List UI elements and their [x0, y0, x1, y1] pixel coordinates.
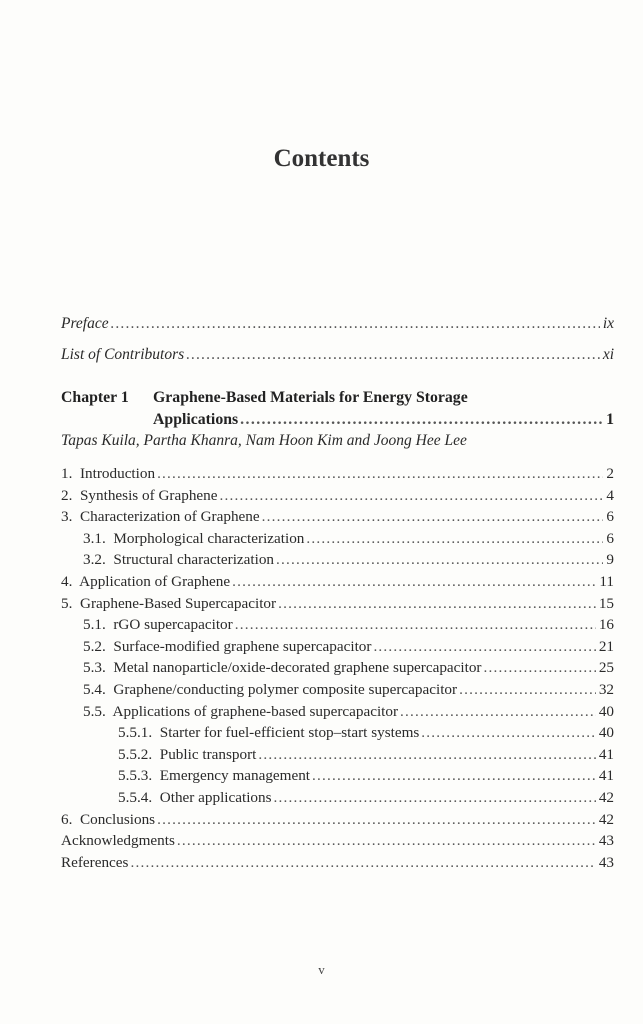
- toc-entries: [61, 463, 614, 873]
- entry-number: 5.1.: [83, 616, 106, 634]
- entry-label: Preface: [61, 315, 109, 332]
- entry-number: 3.1.: [83, 529, 106, 547]
- entry-label: List of Contributors: [61, 346, 185, 363]
- entry-number: 5.5.2.: [118, 745, 153, 763]
- entry-title: Other applications: [159, 788, 272, 806]
- entry-title: References: [61, 853, 129, 871]
- entry-title: Synthesis of Graphene: [79, 486, 218, 504]
- entry-label: [61, 830, 177, 852]
- entry-label: [61, 506, 262, 528]
- toc-entry[interactable]: [61, 830, 614, 852]
- leader-dots: [400, 701, 596, 723]
- entry-title: Surface-modified graphene supercapacitor: [113, 637, 372, 655]
- entry-page: 16: [598, 616, 614, 634]
- entry-page: 25: [598, 659, 614, 677]
- entry-label: [118, 787, 274, 809]
- entry-page: 9: [606, 551, 614, 569]
- leader-dots: [274, 787, 596, 809]
- entry-page: 41: [598, 767, 614, 785]
- entry-label: [83, 636, 373, 658]
- entry-title: Characterization of Graphene: [79, 508, 260, 526]
- leader-dots: [157, 809, 596, 831]
- entry-number: 6.: [61, 810, 73, 828]
- entry-label: [118, 765, 312, 787]
- entry-label: [83, 614, 235, 636]
- entry-label: [83, 701, 400, 723]
- entry-label: [118, 722, 421, 744]
- leader-dots: [130, 852, 595, 874]
- toc-entry[interactable]: [61, 809, 614, 831]
- entry-label: [61, 485, 220, 507]
- entry-number: 4.: [61, 572, 73, 590]
- entry-number: 5.: [61, 594, 73, 612]
- entry-label: [61, 593, 278, 615]
- entry-label: [61, 463, 157, 485]
- entry-label: [83, 528, 306, 550]
- leader-dots: [373, 636, 595, 658]
- entry-number: 5.3.: [83, 659, 106, 677]
- toc-entry[interactable]: [61, 614, 614, 636]
- entry-page: 43: [598, 832, 614, 850]
- chapter-title-line2: Applications: [153, 411, 239, 428]
- toc-entry[interactable]: [61, 506, 614, 528]
- entry-page: 21: [598, 637, 614, 655]
- entry-title: Graphene-Based Supercapacitor: [79, 594, 277, 612]
- entry-page: 11: [599, 572, 614, 590]
- entry-page: 32: [598, 680, 614, 698]
- toc-entry-contributors[interactable]: [61, 342, 614, 373]
- toc-entry[interactable]: [61, 701, 614, 723]
- entry-page: 6: [606, 508, 614, 526]
- leader-dots: [276, 549, 603, 571]
- page-title: Contents: [273, 145, 370, 172]
- entry-title: Graphene/conducting polymer composite supercapacitor: [113, 680, 458, 698]
- entry-page: ix: [602, 315, 614, 332]
- entry-number: 1.: [61, 465, 73, 482]
- toc-entry[interactable]: [61, 722, 614, 744]
- entry-number: 3.2.: [83, 551, 106, 569]
- leader-dots: [278, 593, 596, 615]
- entry-page: 42: [598, 788, 614, 806]
- entry-title: Applications of graphene-based supercapacitor: [112, 702, 399, 720]
- leader-dots: [232, 571, 596, 593]
- entry-title: Morphological characterization: [113, 529, 305, 547]
- entry-page: 40: [598, 702, 614, 720]
- toc-entry-preface[interactable]: [61, 311, 614, 342]
- entry-title: Public transport: [159, 745, 257, 763]
- entry-number: 5.2.: [83, 637, 106, 655]
- entry-number: 5.4.: [83, 680, 106, 698]
- entry-label: [83, 549, 276, 571]
- entry-number: 2.: [61, 486, 73, 504]
- leader-dots: [177, 830, 596, 852]
- toc-entry[interactable]: [61, 787, 614, 809]
- entry-title: Acknowledgments: [61, 832, 175, 850]
- entry-number: 5.5.: [83, 702, 106, 720]
- chapter-title-line1: Graphene-Based Materials for Energy Storage: [153, 389, 468, 406]
- leader-dots: [421, 722, 596, 744]
- entry-label: [83, 657, 484, 679]
- toc-entry[interactable]: [61, 549, 614, 571]
- entry-number: 5.5.1.: [118, 724, 153, 742]
- leader-dots: [111, 311, 600, 337]
- entry-page: xi: [602, 346, 614, 363]
- entry-label: [118, 744, 258, 766]
- entry-number: 3.: [61, 508, 73, 526]
- table-of-contents: [61, 311, 614, 873]
- toc-entry[interactable]: [61, 593, 614, 615]
- entry-label: [83, 679, 459, 701]
- leader-dots: [262, 506, 604, 528]
- toc-entry[interactable]: [61, 528, 614, 550]
- entry-title: Starter for fuel-efficient stop–start systems: [159, 724, 420, 742]
- entry-title: Introduction: [79, 465, 156, 482]
- toc-entry[interactable]: [61, 485, 614, 507]
- entry-label: [61, 809, 157, 831]
- toc-entry[interactable]: [61, 463, 614, 485]
- entry-page: 6: [606, 529, 614, 547]
- chapter-label: Chapter 1: [61, 389, 129, 406]
- toc-entry[interactable]: [61, 765, 614, 787]
- entry-number: 5.5.4.: [118, 788, 153, 806]
- entry-page: 2: [606, 465, 614, 482]
- entry-page: 42: [598, 810, 614, 828]
- toc-entry[interactable]: [61, 744, 614, 766]
- entry-title: rGO supercapacitor: [113, 616, 233, 634]
- toc-entry[interactable]: [61, 852, 614, 874]
- leader-dots: [459, 679, 596, 701]
- entry-page: 4: [606, 486, 614, 504]
- chapter-authors: Tapas Kuila, Partha Khanra, Nam Hoon Kim and Joong Hee Lee: [61, 432, 467, 449]
- toc-entry[interactable]: [61, 636, 614, 658]
- entry-page: 15: [598, 594, 614, 612]
- entry-title: Conclusions: [79, 810, 156, 828]
- entry-label: [61, 852, 130, 874]
- entry-label: [61, 571, 232, 593]
- entry-number: 5.5.3.: [118, 767, 153, 785]
- toc-entry[interactable]: [61, 571, 614, 593]
- entry-title: Metal nanoparticle/oxide-decorated graphene supercapacitor: [113, 659, 482, 677]
- leader-dots: [186, 342, 600, 368]
- chapter-heading[interactable]: [61, 387, 614, 431]
- page-number: v: [318, 962, 325, 977]
- leader-dots: [235, 614, 596, 636]
- entry-title: Structural characterization: [113, 551, 275, 569]
- entry-title: Emergency management: [159, 767, 311, 785]
- entry-title: Application of Graphene: [79, 572, 231, 590]
- leader-dots: [258, 744, 595, 766]
- leader-dots: [220, 485, 604, 507]
- leader-dots: [312, 765, 596, 787]
- leader-dots: [484, 657, 596, 679]
- entry-page: 40: [598, 724, 614, 742]
- toc-entry[interactable]: [61, 657, 614, 679]
- leader-dots: [240, 409, 603, 431]
- chapter-page: 1: [606, 411, 614, 428]
- leader-dots: [306, 528, 603, 550]
- leader-dots: [157, 463, 603, 485]
- toc-entry[interactable]: [61, 679, 614, 701]
- entry-page: 43: [598, 853, 614, 871]
- entry-page: 41: [598, 745, 614, 763]
